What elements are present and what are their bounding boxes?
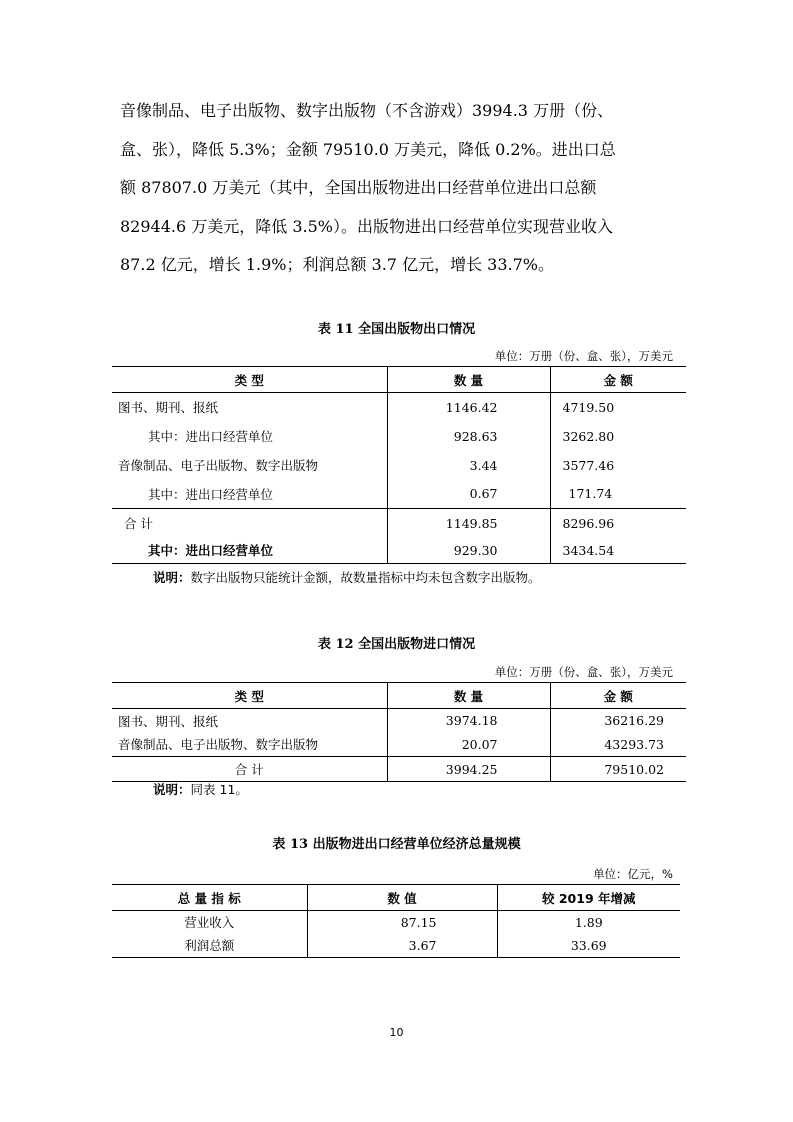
table11-cell-type: 其中：进出口经营单位 bbox=[148, 486, 274, 502]
table12-cell-type: 图书、期刊、报纸 bbox=[118, 713, 219, 729]
paragraph-line: 盒、张），降低 5.3%；金额 79510.0 万美元，降低 0.2%。进出口总 bbox=[120, 139, 616, 159]
table11-cell-quantity: 1146.42 bbox=[387, 393, 550, 422]
table13-cell-value: 87.15 bbox=[307, 911, 497, 934]
table13-header-value: 数 值 bbox=[307, 885, 497, 911]
table-row bbox=[112, 393, 686, 422]
table12-unit: 单位：万册（份、盒、张），万美元 bbox=[494, 665, 673, 679]
table12-header-row bbox=[112, 683, 686, 709]
table11-caption: 表 11 全国出版物出口情况 bbox=[317, 322, 476, 337]
table11-cell-quantity: 928.63 bbox=[387, 422, 550, 451]
table13-cell-indicator: 利润总额 bbox=[112, 934, 307, 958]
body-paragraph bbox=[120, 92, 680, 285]
table11-unit: 单位：万册（份、盒、张），万美元 bbox=[494, 349, 673, 363]
table12-cell-quantity: 3994.25 bbox=[387, 757, 550, 782]
table12-cell-quantity: 20.07 bbox=[387, 733, 550, 757]
table12-header-type: 类 型 bbox=[112, 683, 387, 709]
table11-cell-type: 合 计 bbox=[112, 509, 387, 538]
table11-cell-type: 其中：进出口经营单位 bbox=[112, 538, 387, 564]
table-row bbox=[112, 538, 686, 564]
table11-cell-type: 音像制品、电子出版物、数字出版物 bbox=[118, 458, 319, 473]
table11-note-text: 数字出版物只能统计金额，故数量指标中均未包含数字出版物。 bbox=[190, 570, 541, 585]
table13-caption: 表 13 出版物进出口经营单位经济总量规模 bbox=[272, 837, 521, 852]
table-row bbox=[112, 509, 686, 538]
table11-cell-type: 图书、期刊、报纸 bbox=[118, 400, 219, 416]
table12-note-label: 说明： bbox=[153, 782, 191, 797]
table11-cell-amount: 171.74 bbox=[550, 480, 686, 509]
table11-cell-type: 其中：进出口经营单位 bbox=[148, 429, 274, 444]
paragraph-line: 额 87807.0 万美元（其中，全国出版物进出口经营单位进出口总额 bbox=[120, 178, 597, 197]
table13-cell-change: 1.89 bbox=[497, 911, 680, 934]
table11-cell-amount: 3434.54 bbox=[550, 538, 686, 564]
table12 bbox=[112, 682, 686, 782]
table-row bbox=[112, 911, 680, 934]
table13-header-row bbox=[112, 885, 680, 911]
table-row bbox=[112, 757, 686, 782]
table13-unit: 单位：亿元，% bbox=[593, 867, 673, 881]
table12-cell-amount: 79510.02 bbox=[550, 757, 686, 782]
table11-cell-quantity: 1149.85 bbox=[387, 509, 550, 538]
table13-cell-value: 3.67 bbox=[307, 934, 497, 958]
table-row bbox=[112, 480, 686, 509]
table-row bbox=[112, 422, 686, 451]
table11-cell-amount: 3262.80 bbox=[550, 422, 686, 451]
table12-note bbox=[153, 780, 248, 798]
table11-header-amount: 金 额 bbox=[550, 367, 686, 393]
table-row bbox=[112, 733, 686, 757]
table11-header-type: 类 型 bbox=[112, 367, 387, 393]
table11-cell-quantity: 0.67 bbox=[387, 480, 550, 509]
table12-note-text: 同表 11。 bbox=[190, 782, 248, 797]
table13-cell-change: 33.69 bbox=[497, 934, 680, 958]
table-row bbox=[112, 709, 686, 733]
table13-header-change: 较 2019 年增减 bbox=[497, 885, 680, 911]
table12-cell-quantity: 3974.18 bbox=[387, 709, 550, 733]
table11-header-quantity: 数 量 bbox=[387, 367, 550, 393]
table13 bbox=[112, 884, 680, 958]
table-row bbox=[112, 451, 686, 480]
table12-cell-type: 音像制品、电子出版物、数字出版物 bbox=[118, 737, 319, 753]
table12-cell-type: 合 计 bbox=[112, 757, 387, 782]
table11-cell-amount: 3577.46 bbox=[550, 451, 686, 480]
table12-header-quantity: 数 量 bbox=[387, 683, 550, 709]
paragraph-line: 音像制品、电子出版物、数字出版物（不含游戏）3994.3 万册（份、 bbox=[120, 101, 614, 120]
table-row bbox=[112, 934, 680, 958]
table11-cell-amount: 8296.96 bbox=[550, 509, 686, 538]
table11-cell-quantity: 929.30 bbox=[387, 538, 550, 564]
table11-cell-quantity: 3.44 bbox=[387, 451, 550, 480]
table13-cell-indicator: 营业收入 bbox=[184, 915, 235, 931]
table11-cell-amount: 4719.50 bbox=[550, 393, 686, 422]
table13-header-indicator: 总 量 指 标 bbox=[112, 885, 307, 911]
table12-caption: 表 12 全国出版物进口情况 bbox=[317, 637, 476, 652]
table11 bbox=[112, 366, 686, 564]
table12-cell-amount: 43293.73 bbox=[550, 733, 686, 757]
table11-note-label: 说明： bbox=[153, 570, 191, 585]
table11-header-row bbox=[112, 367, 686, 393]
table11-note bbox=[153, 568, 541, 586]
paragraph-line: 82944.6 万美元，降低 3.5%）。出版物进出口经营单位实现营业收入 bbox=[120, 216, 613, 236]
paragraph-line: 87.2 亿元，增长 1.9%；利润总额 3.7 亿元，增长 33.7%。 bbox=[120, 255, 554, 274]
table12-header-amount: 金 额 bbox=[550, 683, 686, 709]
table12-cell-amount: 36216.29 bbox=[550, 709, 686, 733]
page-number: 10 bbox=[389, 1026, 404, 1039]
